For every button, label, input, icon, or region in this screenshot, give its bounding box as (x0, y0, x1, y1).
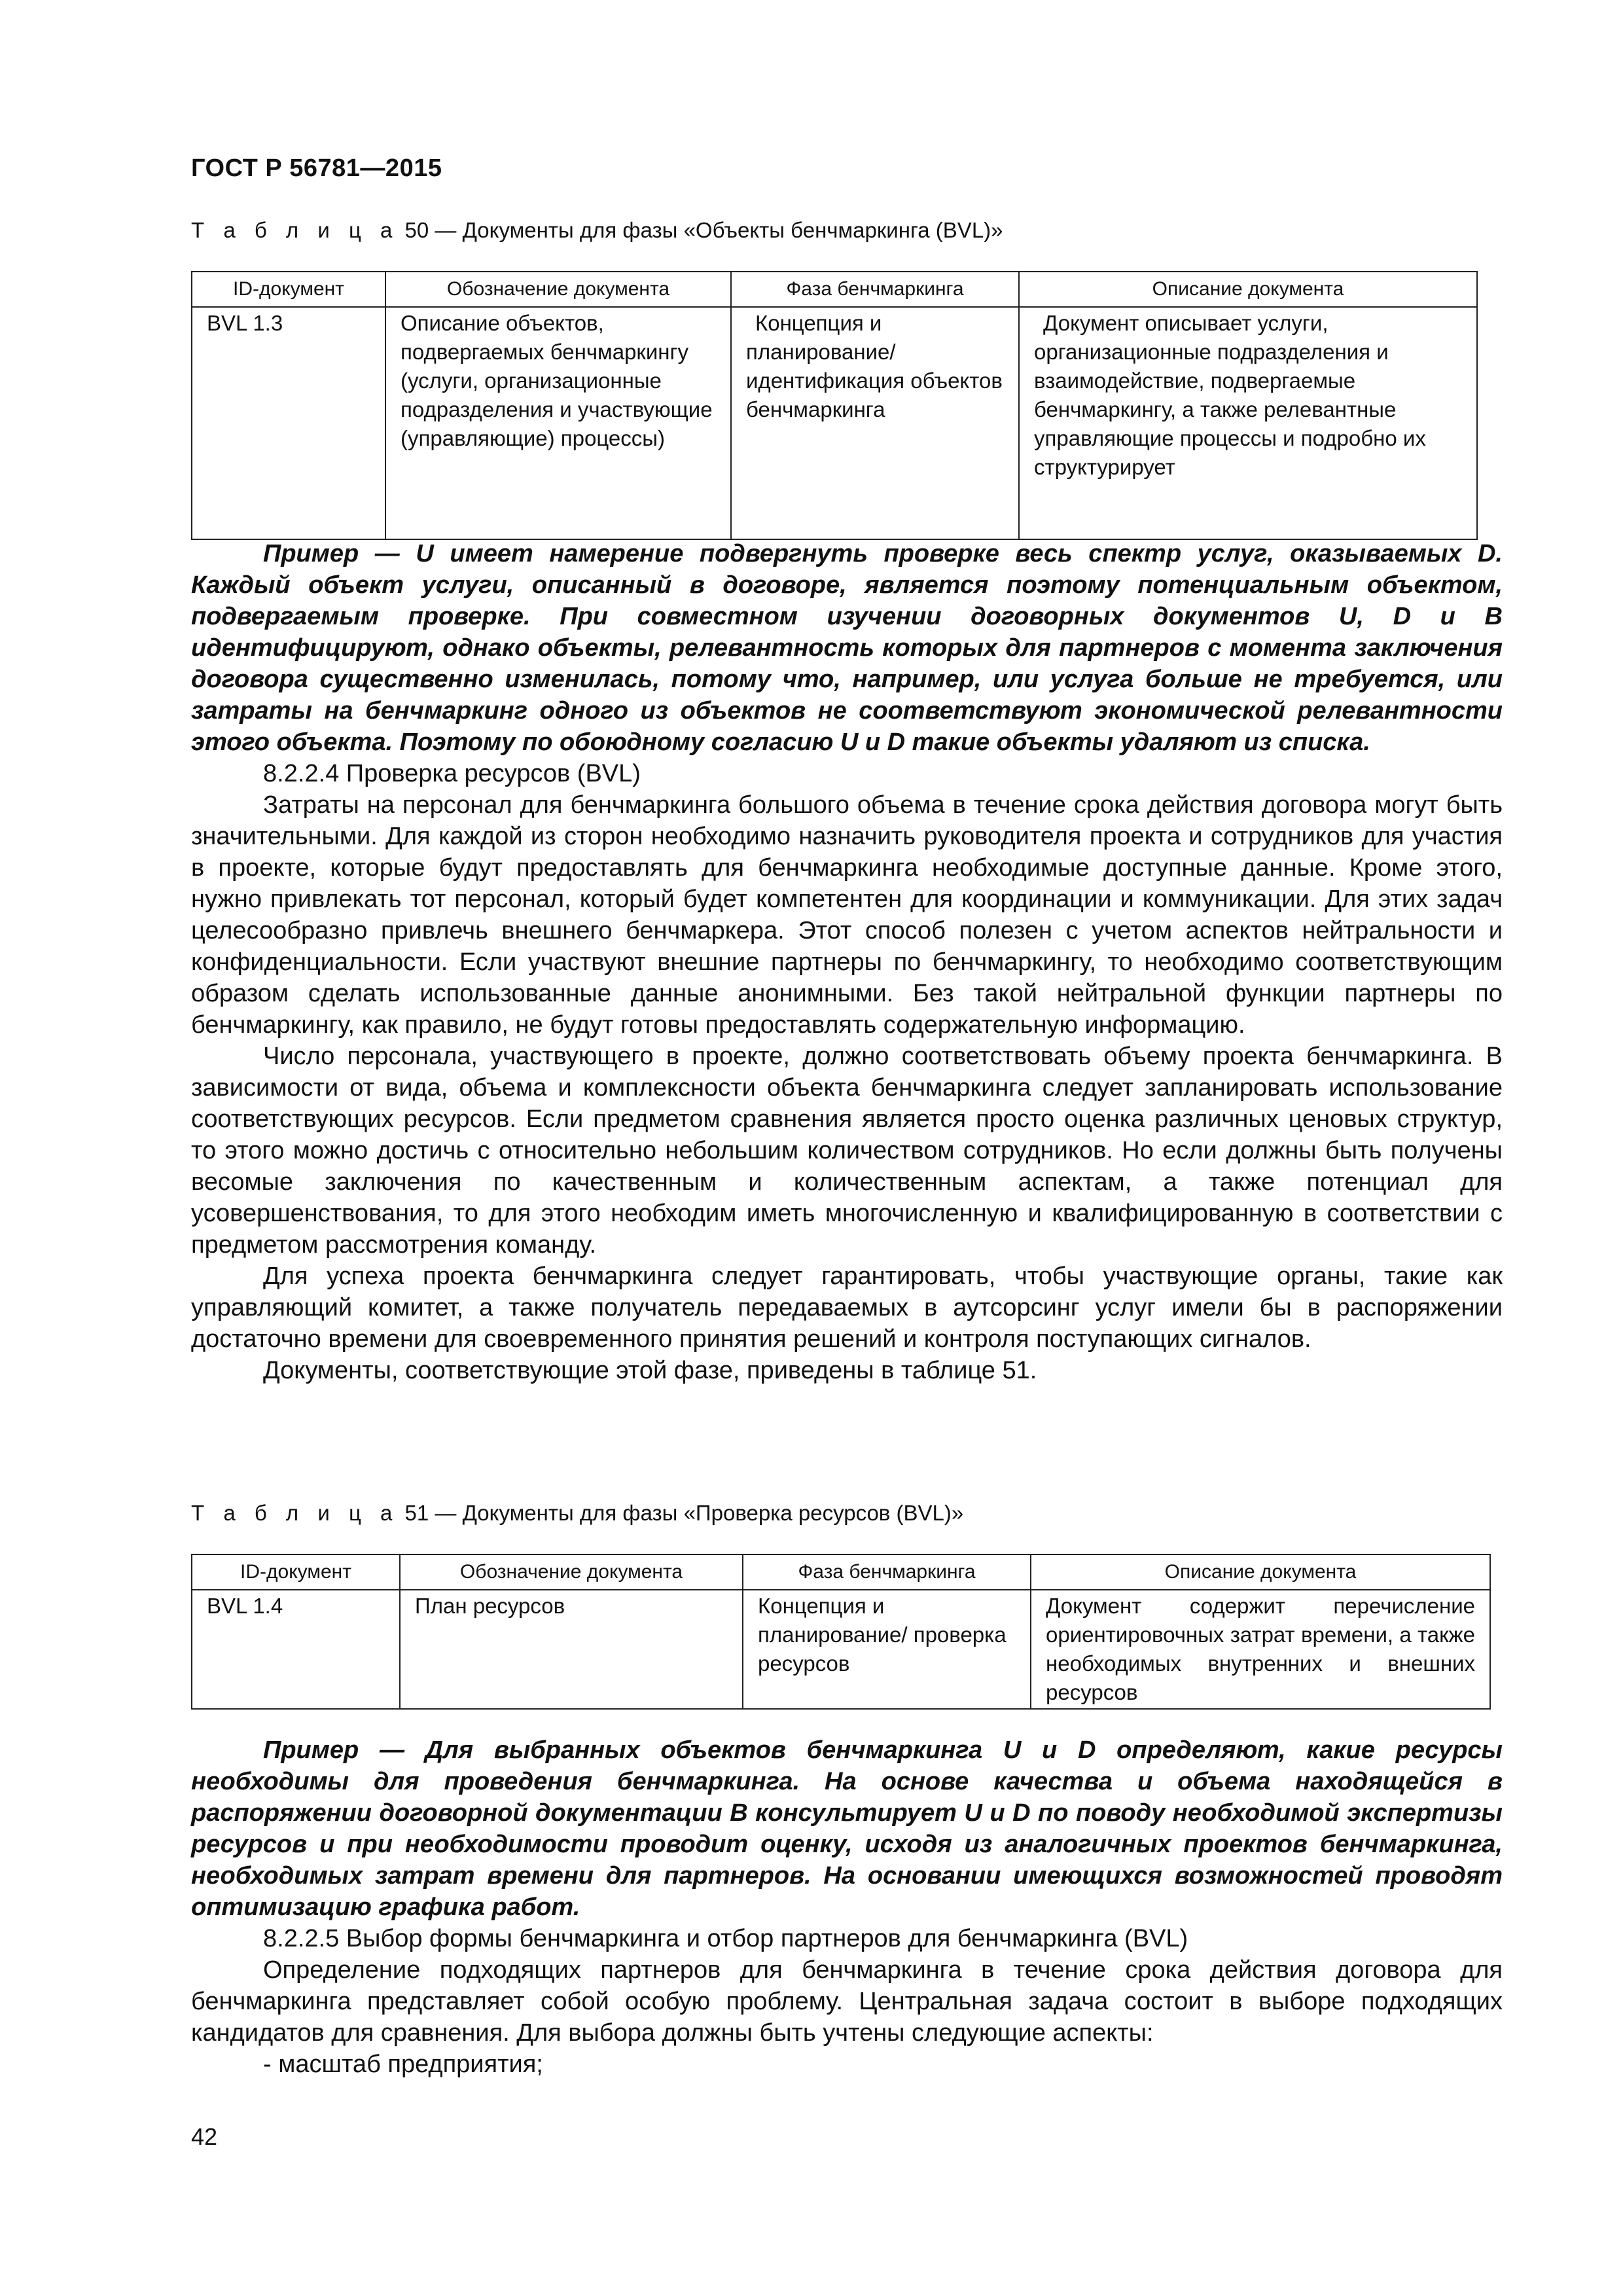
paragraph: Для успеха проекта бенчмаркинга следует гарантировать, чтобы участвующие органы, такие как управляющий комитет, а также получатель передаваемых в аутсорсинг услуг имели бы в распоряжении достаточно времени для своевременного принятия решений и контроля поступающих сигналов. (191, 1263, 1503, 1353)
body-text-1 (191, 538, 1503, 1386)
table-row (192, 307, 1477, 539)
section-heading-8-2-2-4: 8.2.2.4 Проверка ресурсов (BVL) (263, 760, 641, 787)
table-50 (191, 271, 1478, 540)
table-caption-text: 50 — Документы для фазы «Объекты бенчмаркинга (BVL)» (404, 218, 1003, 242)
cell-phase: Концепция и планирование/ проверка ресурсов (743, 1590, 1031, 1709)
column-header-designation: Обозначение документа (385, 272, 731, 307)
column-header-id: ID-документ (192, 272, 385, 307)
column-header-designation: Обозначение документа (400, 1554, 743, 1590)
example-note: Пример — U имеет намерение подвергнуть проверке весь спектр услуг, оказываемых D. Каждый объект услуги, описанный в договоре, является поэтому потенциальным объектом, подвергаемым проверке. При совместном изучении договорных документов U, D и B идентифицируют, однако объекты, релевантность которых для партнеров с момента заключения договора существенно изменилась, потому что, например, или услуга больше не требуется, или затраты на бенчмаркинг одного из объектов не соответствуют экономической релевантности этого объекта. Поэтому по обоюдному согласию U и D такие объекты удаляют из списка. (191, 540, 1503, 756)
cell-designation: Описание объектов, подвергаемых бенчмаркингу (услуги, организационные подразделения и участвующие (управляющие) процессы) (385, 307, 731, 539)
table-row (192, 1590, 1490, 1709)
column-header-phase: Фаза бенчмаркинга (731, 272, 1019, 307)
paragraph: Определение подходящих партнеров для бенчмаркинга в течение срока действия договора для бенчмаркинга представляет собой особую проблему. Центральная задача состоит в выборе подходящих кандидатов для сравнения. Для выбора должны быть учтены следующие аспекты: (191, 1956, 1503, 2047)
table-caption-text: 51 — Документы для фазы «Проверка ресурсов (BVL)» (404, 1501, 964, 1525)
cell-description: Документ описывает услуги, организационные подразделения и взаимодействие, подвергаемые бенчмаркингу, а также релевантные управляющие процессы и подробно их структурирует (1019, 307, 1477, 539)
table-51-caption (191, 1500, 963, 1526)
table-caption-prefix: Т а б л и ц а (191, 1501, 399, 1525)
column-header-id: ID-документ (192, 1554, 400, 1590)
body-text-2 (191, 1734, 1503, 2080)
section-heading-8-2-2-5: 8.2.2.5 Выбор формы бенчмаркинга и отбор партнеров для бенчмаркинга (BVL) (263, 1925, 1188, 1952)
cell-id: BVL 1.3 (192, 307, 385, 539)
document-header: ГОСТ Р 56781—2015 (191, 154, 442, 182)
paragraph: Число персонала, участвующего в проекте, должно соответствовать объему проекта бенчмаркинга. В зависимости от вида, объема и комплексности объекта бенчмаркинга следует запланировать использование соответствующих ресурсов. Если предметом сравнения является просто оценка различных ценовых структур, то этого можно достичь с относительно небольшим количеством сотрудников. Но если должны быть получены весомые заключения по качественным и количественным аспектам, а также потенциал для усовершенствования, то для этого необходим иметь многочисленную и квалифицированную в соответствии с предметом рассмотрения команду. (191, 1043, 1503, 1259)
table-50-caption (191, 217, 1003, 243)
page-number: 42 (191, 2123, 218, 2150)
column-header-phase: Фаза бенчмаркинга (743, 1554, 1031, 1590)
table-caption-prefix: Т а б л и ц а (191, 218, 399, 242)
table-header-row (192, 1554, 1490, 1590)
list-item: - масштаб предприятия; (263, 2051, 543, 2078)
cell-designation: План ресурсов (400, 1590, 743, 1709)
paragraph: Документы, соответствующие этой фазе, приведены в таблице 51. (263, 1357, 1037, 1384)
paragraph: Затраты на персонал для бенчмаркинга большого объема в течение срока действия договора могут быть значительными. Для каждой из сторон необходимо назначить руководителя проекта и сотрудников для участия в проекте, которые будут предоставлять для бенчмаркинга необходимые доступные данные. Кроме этого, нужно привлекать тот персонал, который будет компетентен для координации и коммуникации. Для этих задач целесообразно привлечь внешнего бенчмаркера. Этот способ полезен с учетом аспектов нейтральности и конфиденциальности. Если участвуют внешние партнеры по бенчмаркингу, то необходимо соответствующим образом сделать использованные данные анонимными. Без такой нейтральной функции партнеры по бенчмаркингу, как правило, не будут готовы предоставлять содержательную информацию. (191, 791, 1503, 1039)
example-note: Пример — Для выбранных объектов бенчмаркинга U и D определяют, какие ресурсы необходимы для проведения бенчмаркинга. На основе качества и объема находящейся в распоряжении договорной документации B консультирует U и D по поводу необходимой экспертизы ресурсов и при необходимости проводит оценку, исходя из аналогичных проектов бенчмаркинга, необходимых затрат времени для партнеров. На основании имеющихся возможностей проводят оптимизацию графика работ. (191, 1736, 1503, 1921)
cell-description: Документ содержит перечисление ориентировочных затрат времени, а также необходимых внутренних и внешних ресурсов (1031, 1590, 1490, 1709)
cell-phase: Концепция и планирование/ идентификация объектов бенчмаркинга (731, 307, 1019, 539)
cell-id: BVL 1.4 (192, 1590, 400, 1709)
column-header-description: Описание документа (1031, 1554, 1490, 1590)
table-header-row (192, 272, 1477, 307)
table-51 (191, 1554, 1491, 1710)
column-header-description: Описание документа (1019, 272, 1477, 307)
